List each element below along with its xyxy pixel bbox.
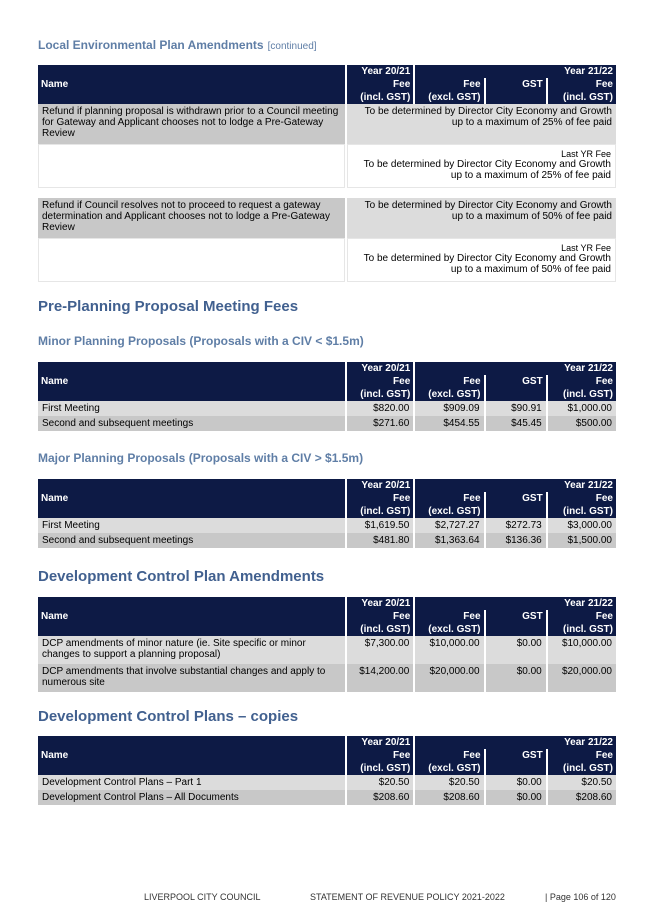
header-fee-inc-sub: (incl. GST) bbox=[548, 505, 616, 518]
row-fee-inc: $20,000.00 bbox=[548, 664, 616, 692]
header-fee-ex: Fee bbox=[415, 78, 483, 91]
row-fee-prev: $481.80 bbox=[347, 533, 413, 548]
row-fee-prev: $208.60 bbox=[347, 790, 413, 805]
header-fee-prev-sub: (incl. GST) bbox=[347, 505, 413, 518]
row-last-year bbox=[347, 238, 616, 282]
header-year-curr: Year 21/22 bbox=[415, 362, 616, 375]
section-title-dcp-amendments: Development Control Plan Amendments bbox=[38, 568, 325, 585]
header-name: Name bbox=[38, 362, 345, 401]
row-fee-prev: $271.60 bbox=[347, 416, 413, 431]
header-fee-inc: Fee bbox=[548, 610, 616, 623]
row-name: First Meeting bbox=[38, 518, 345, 533]
header-name: Name bbox=[38, 597, 345, 636]
header-fee-prev: Fee bbox=[347, 492, 413, 505]
header-fee-inc: Fee bbox=[548, 78, 616, 91]
header-year-curr: Year 21/22 bbox=[415, 65, 616, 78]
row-fee-ex: $10,000.00 bbox=[415, 636, 483, 664]
table-row bbox=[38, 636, 616, 664]
footer-council: LIVERPOOL CITY COUNCIL bbox=[144, 892, 261, 902]
header-fee-ex-sub: (excl. GST) bbox=[415, 623, 483, 636]
footer-page-number: | Page 106 of 120 bbox=[545, 892, 616, 902]
row-name-empty bbox=[38, 238, 345, 282]
fee-table-major bbox=[36, 479, 618, 548]
row-fee-text: To be determined by Director City Economy and Growth up to a maximum of 50% of fee paid bbox=[347, 198, 616, 238]
row-gst: $0.00 bbox=[486, 664, 546, 692]
table-row bbox=[38, 416, 616, 431]
row-fee-ex: $1,363.64 bbox=[415, 533, 483, 548]
subsection-title-minor: Minor Planning Proposals (Proposals with a CIV < $1.5m) bbox=[38, 334, 364, 348]
header-fee-inc-sub: (incl. GST) bbox=[548, 623, 616, 636]
header-fee-ex: Fee bbox=[415, 375, 483, 388]
row-fee-ex: $208.60 bbox=[415, 790, 483, 805]
header-fee-prev-sub: (incl. GST) bbox=[347, 388, 413, 401]
row-gst: $0.00 bbox=[486, 775, 546, 790]
table-spacer bbox=[38, 188, 616, 198]
table-row bbox=[38, 144, 616, 188]
header-gst: GST bbox=[486, 610, 546, 636]
last-year-label: Last YR Fee bbox=[561, 243, 611, 253]
subsection-title-major: Major Planning Proposals (Proposals with a CIV > $1.5m) bbox=[38, 451, 364, 465]
last-year-fee: To be determined by Director City Economy and Growth up to a maximum of 25% of fee paid bbox=[363, 159, 611, 181]
row-gst: $272.73 bbox=[486, 518, 546, 533]
header-gst: GST bbox=[486, 749, 546, 775]
row-name: Second and subsequent meetings bbox=[38, 416, 345, 431]
table-row bbox=[38, 518, 616, 533]
row-fee-ex: $20.50 bbox=[415, 775, 483, 790]
section-title-dcp-copies: Development Control Plans – copies bbox=[38, 708, 299, 725]
row-fee-prev: $20.50 bbox=[347, 775, 413, 790]
header-year-prev: Year 20/21 bbox=[347, 65, 413, 78]
row-fee-prev: $7,300.00 bbox=[347, 636, 413, 664]
table-row bbox=[38, 238, 616, 282]
table-row bbox=[38, 775, 616, 790]
continued-label: [continued] bbox=[267, 41, 317, 52]
header-year-curr: Year 21/22 bbox=[415, 736, 616, 749]
row-fee-inc: $208.60 bbox=[548, 790, 616, 805]
row-fee-inc: $1,000.00 bbox=[548, 401, 616, 416]
header-fee-ex-sub: (excl. GST) bbox=[415, 91, 483, 104]
header-fee-prev: Fee bbox=[347, 610, 413, 623]
header-gst: GST bbox=[486, 78, 546, 104]
header-fee-ex-sub: (excl. GST) bbox=[415, 762, 483, 775]
row-name: First Meeting bbox=[38, 401, 345, 416]
row-gst: $0.00 bbox=[486, 790, 546, 805]
header-year-prev: Year 20/21 bbox=[347, 597, 413, 610]
header-fee-ex-sub: (excl. GST) bbox=[415, 388, 483, 401]
table-row bbox=[38, 664, 616, 692]
fee-table-lep bbox=[36, 65, 618, 282]
header-fee-inc: Fee bbox=[548, 375, 616, 388]
row-fee-prev: $1,619.50 bbox=[347, 518, 413, 533]
row-fee-ex: $2,727.27 bbox=[415, 518, 483, 533]
header-name: Name bbox=[38, 736, 345, 775]
row-fee-text: To be determined by Director City Economy and Growth up to a maximum of 25% of fee paid bbox=[347, 104, 616, 144]
row-last-year bbox=[347, 144, 616, 188]
row-name: Refund if Council resolves not to proceed to request a gateway determination and Applicant chooses not to lodge a Pre-Gateway Review bbox=[38, 198, 345, 238]
row-name: Refund if planning proposal is withdrawn prior to a Council meeting for Gateway and Applicant chooses not to lodge a Pre-Gateway Review bbox=[38, 104, 345, 144]
table-row bbox=[38, 533, 616, 548]
table-row bbox=[38, 401, 616, 416]
section-title-lep bbox=[38, 38, 317, 52]
row-gst: $45.45 bbox=[486, 416, 546, 431]
row-fee-ex: $454.55 bbox=[415, 416, 483, 431]
row-fee-inc: $1,500.00 bbox=[548, 533, 616, 548]
header-fee-prev: Fee bbox=[347, 375, 413, 388]
fee-table-dcp-amendments bbox=[36, 597, 618, 692]
row-name: Second and subsequent meetings bbox=[38, 533, 345, 548]
row-fee-ex: $20,000.00 bbox=[415, 664, 483, 692]
header-fee-prev-sub: (incl. GST) bbox=[347, 91, 413, 104]
header-fee-ex: Fee bbox=[415, 492, 483, 505]
header-year-curr: Year 21/22 bbox=[415, 597, 616, 610]
row-fee-inc: $10,000.00 bbox=[548, 636, 616, 664]
header-year-prev: Year 20/21 bbox=[347, 736, 413, 749]
row-gst: $90.91 bbox=[486, 401, 546, 416]
header-fee-inc-sub: (incl. GST) bbox=[548, 762, 616, 775]
header-gst: GST bbox=[486, 492, 546, 518]
header-fee-prev: Fee bbox=[347, 78, 413, 91]
row-name-empty bbox=[38, 144, 345, 188]
header-fee-inc: Fee bbox=[548, 492, 616, 505]
row-name: Development Control Plans – All Documents bbox=[38, 790, 345, 805]
header-year-prev: Year 20/21 bbox=[347, 479, 413, 492]
row-name: DCP amendments that involve substantial changes and apply to numerous site bbox=[38, 664, 345, 692]
row-gst: $0.00 bbox=[486, 636, 546, 664]
row-fee-inc: $500.00 bbox=[548, 416, 616, 431]
fee-table-dcp-copies bbox=[36, 736, 618, 805]
row-fee-prev: $820.00 bbox=[347, 401, 413, 416]
header-fee-ex: Fee bbox=[415, 749, 483, 762]
table-row bbox=[38, 790, 616, 805]
fee-table-minor bbox=[36, 362, 618, 431]
header-fee-ex: Fee bbox=[415, 610, 483, 623]
row-name: Development Control Plans – Part 1 bbox=[38, 775, 345, 790]
table-header bbox=[38, 65, 616, 78]
header-year-curr: Year 21/22 bbox=[415, 479, 616, 492]
row-name: DCP amendments of minor nature (ie. Site specific or minor changes to support a planning proposal) bbox=[38, 636, 345, 664]
footer-statement: STATEMENT OF REVENUE POLICY 2021-2022 bbox=[310, 892, 505, 902]
last-year-label: Last YR Fee bbox=[561, 149, 611, 159]
section-title-text: Local Environmental Plan Amendments bbox=[38, 38, 264, 52]
header-fee-ex-sub: (excl. GST) bbox=[415, 505, 483, 518]
row-fee-inc: $3,000.00 bbox=[548, 518, 616, 533]
row-gst: $136.36 bbox=[486, 533, 546, 548]
section-title-pre-planning: Pre-Planning Proposal Meeting Fees bbox=[38, 298, 299, 315]
row-fee-inc: $20.50 bbox=[548, 775, 616, 790]
row-fee-prev: $14,200.00 bbox=[347, 664, 413, 692]
table-row bbox=[38, 198, 616, 238]
last-year-fee: To be determined by Director City Economy and Growth up to a maximum of 50% of fee paid bbox=[363, 253, 611, 275]
header-name: Name bbox=[38, 65, 345, 104]
row-fee-ex: $909.09 bbox=[415, 401, 483, 416]
header-fee-prev: Fee bbox=[347, 749, 413, 762]
header-year-prev: Year 20/21 bbox=[347, 362, 413, 375]
header-fee-inc-sub: (incl. GST) bbox=[548, 388, 616, 401]
header-fee-inc-sub: (incl. GST) bbox=[548, 91, 616, 104]
table-row bbox=[38, 104, 616, 144]
header-name: Name bbox=[38, 479, 345, 518]
header-gst: GST bbox=[486, 375, 546, 401]
header-fee-prev-sub: (incl. GST) bbox=[347, 762, 413, 775]
header-fee-inc: Fee bbox=[548, 749, 616, 762]
header-fee-prev-sub: (incl. GST) bbox=[347, 623, 413, 636]
